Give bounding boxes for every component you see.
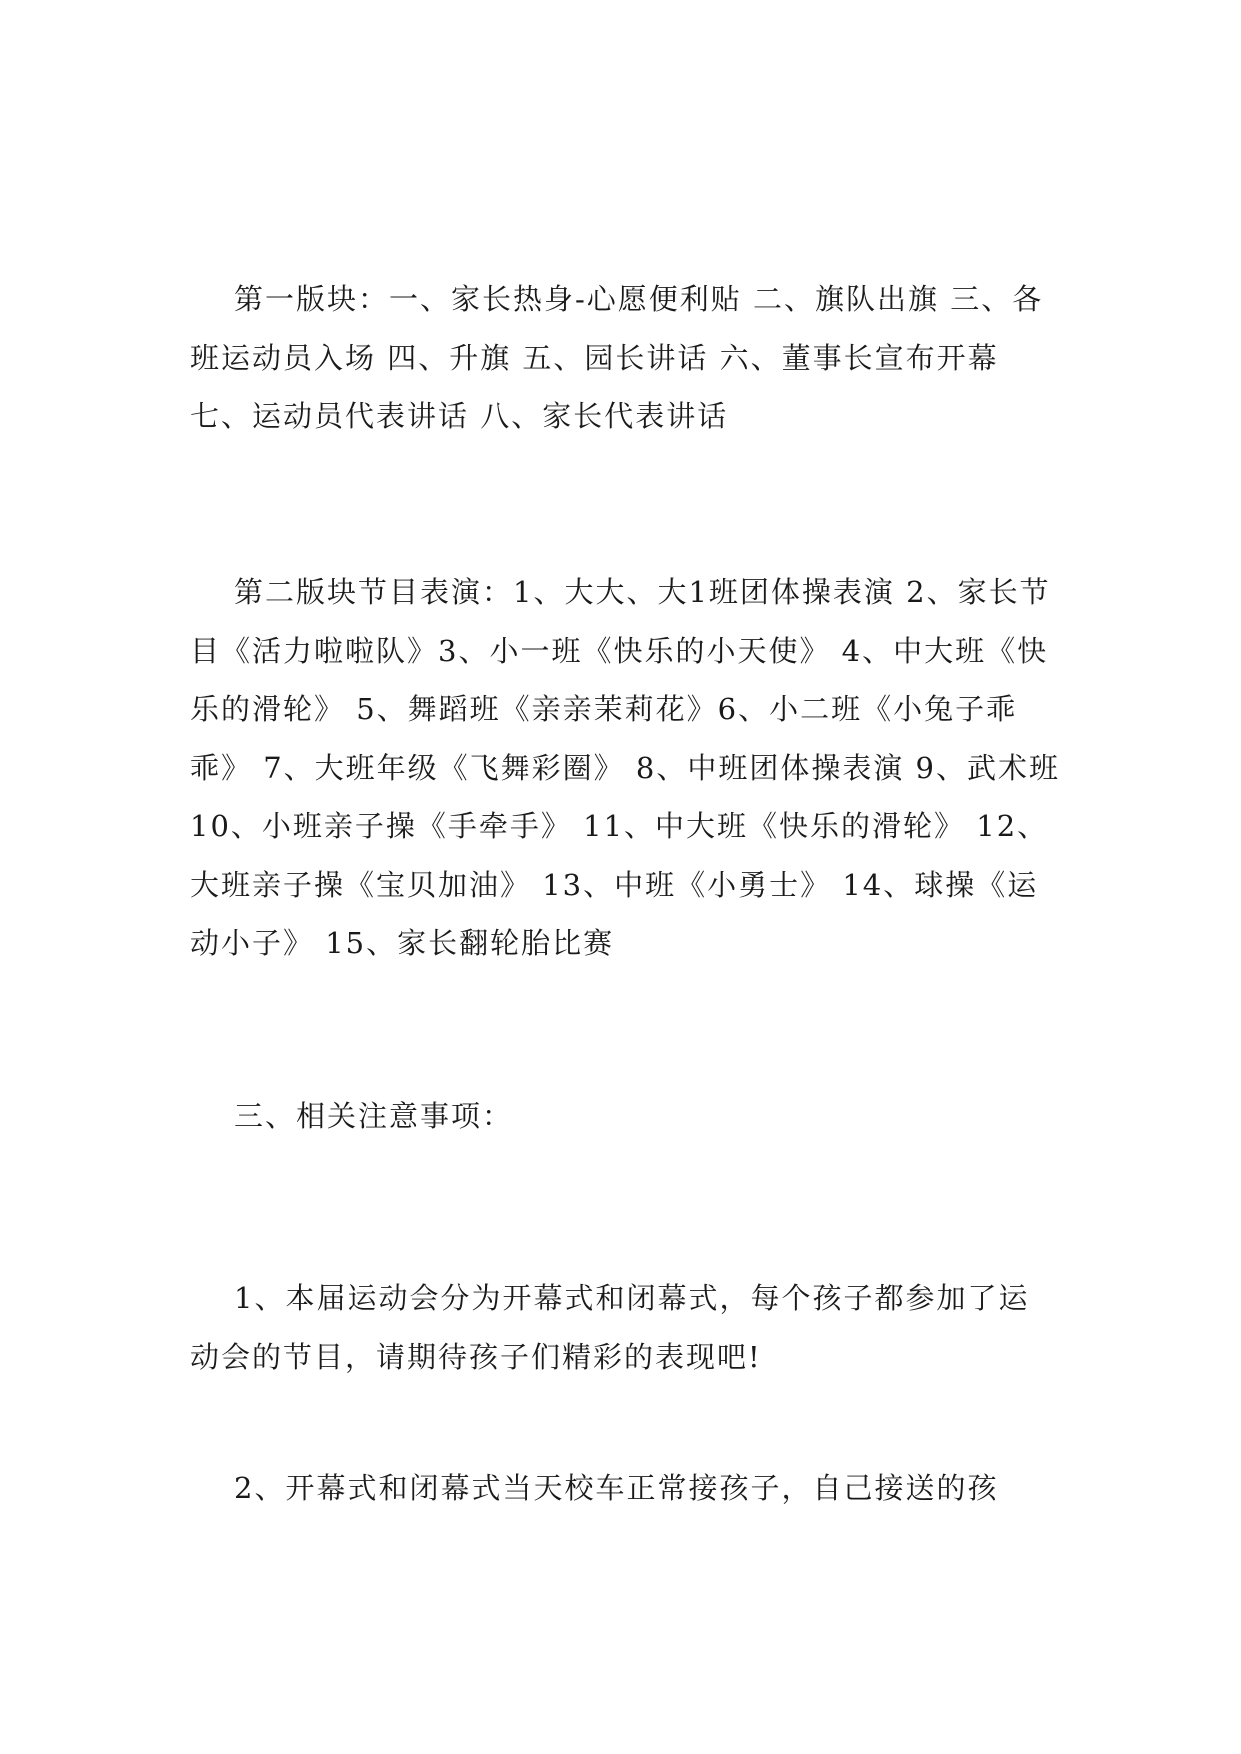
paragraph-section-two-performances: 第二版块节目表演：1、大大、大1班团体操表演 2、家长节目《活力啦啦队》3、小一班《快乐的小天使》 4、中大班《快乐的滑轮》 5、舞蹈班《亲亲茉莉花》6、小二班《小兔子乖乖》 7、大班年级《飞舞彩圈》 8、中班团体操表演 9、武术班 10、小班亲子操《手牵手》 11、中大班《快乐的滑轮》 12、大班亲子操《宝贝加油》 13、中班《小勇士》 14、球操《运动小子》 15、家长翻轮胎比赛 [190, 575, 1061, 960]
paragraph-note-one: 1、本届运动会分为开幕式和闭幕式，每个孩子都参加了运动会的节目，请期待孩子们精彩的表现吧! [190, 1281, 1030, 1374]
paragraph-section-one-program: 第一版块：一、家长热身-心愿便利贴 二、旗队出旗 三、各班运动员入场 四、升旗 五、园长讲话 六、董事长宣布开幕 七、运动员代表讲话 八、家长代表讲话 [190, 282, 1044, 433]
paragraph-notes-heading: 三、相关注意事项： [234, 1099, 514, 1133]
paragraph-note-two: 2、开幕式和闭幕式当天校车正常接孩子，自己接送的孩 [234, 1471, 999, 1505]
